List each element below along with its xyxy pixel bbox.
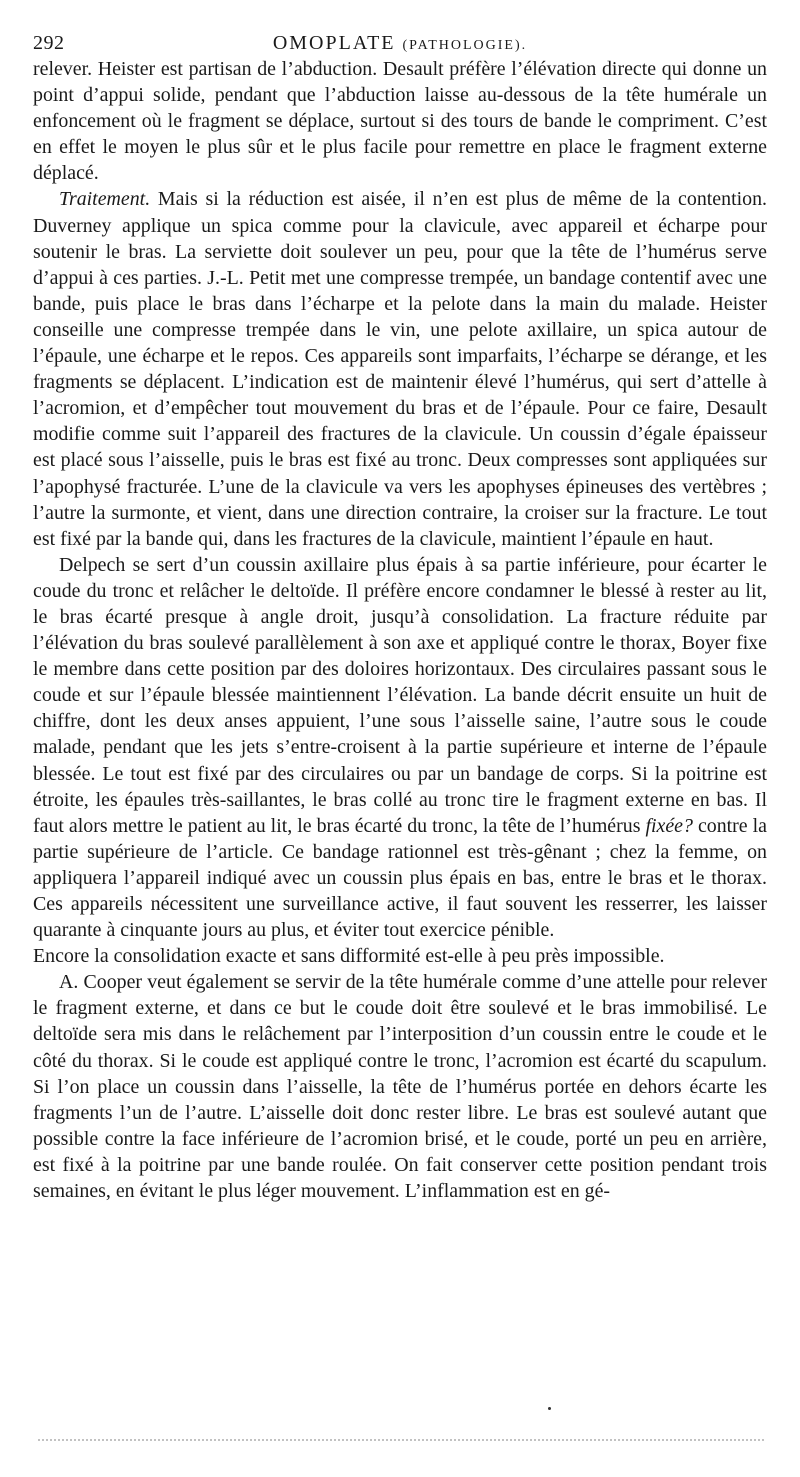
page-number: 292 [33,32,65,54]
section-heading-italic: Traitement. [59,188,151,211]
print-speck [548,1407,551,1410]
running-title-subtitle: (PATHOLOGIE). [402,38,528,53]
paragraph-3 [33,552,767,943]
body-text [33,56,767,1204]
paragraph-3-text-a: Delpech se sert d’un coussin axillaire plus épais à sa partie inférieure, pour écarter le coude du tronc et relâcher le deltoïde. Il préfère encore condamner le blessé à rester au lit, le bras écarté presque à angle droit, jusqu’à consolidation. La fracture réduite par l’élévation du bras soulevé parallèlement à son axe et appliqué contre le thorax, Boyer fixe le membre dans cette position par des doloires horizontaux. Des circulaires passant sous le coude et sur l’épaule blessée maintiennent l’élévation. La bande décrit ensuite un huit de chiffre, dont les deux anses appuient, l’une sous l’aisselle saine, l’autre sous le coude malade, pendant que les jets s’entre-croisent à la partie supérieure et interne de l’épaule blessée. Le tout est fixé par des circulaires ou par un bandage de corps. Si la poitrine est étroite, les épaules très-saillantes, le bras collé au tronc tire le fragment externe en bas. Il faut alors mettre le patient au lit, le bras écarté du tronc, la tête de l’humérus [33,553,767,837]
book-page [33,24,767,1204]
paragraph-5: A. Cooper veut également se servir de la tête humérale comme d’une attelle pour relever le fragment externe, et dans ce but le coude doit être soulevé et le bras immobilisé. Le deltoïde sera mis dans le relâchement par l’interposition d’un coussin entre le coude et le côté du thorax. Si le coude est appliqué contre le tronc, l’acromion est écarté du scapulum. Si l’on place un coussin dans l’aisselle, la tête de l’humérus portée en dehors écarte les fragments l’un de l’autre. L’aisselle doit donc rester libre. Le bras est soulevé autant que possible contre la face inférieure de l’acromion brisé, et le coude, porté un peu en arrière, est fixé à la poitrine par une bande roulée. On fait conserver cette position pendant trois semaines, en évitant le plus léger mouvement. L’inflammation est en gé- [33,971,767,1203]
bottom-bleed-through [38,1439,764,1441]
paragraph-3-text-b: contre la partie supérieure de l’article. Ce bandage rationnel est très-gênant ; chez la femme, on appliquera l’appareil indiqué avec un coussin plus épais en bas, entre le bras et le thorax. Ces appareils nécessitent une surveillance active, il faut souvent les resserrer, les laisser quarante à cinquante jours au plus, et éviter tout exercice pénible. [33,814,767,942]
paragraph-3-italic: fixée? [645,814,693,837]
paragraph-2 [33,186,767,551]
running-header [33,24,767,54]
paragraph-2-text: Mais si la réduction est aisée, il n’en est plus de même de la contention. Duverney applique un spica comme pour la clavicule, avec appareil et écharpe pour soutenir le bras. La serviette doit soulever un peu, pour que la tête de l’humérus serve d’appui à ces parties. J.-L. Petit met une compresse trempée, un bandage contentif avec une bande, puis place le bras dans l’écharpe et la pelote dans la main du malade. Heister conseille une compresse trempée dans le vin, une pelote axillaire, un spica autour de l’épaule, une écharpe et le repos. Ces appareils sont imparfaits, l’écharpe se dérange, et les fragments se déplacent. L’indication est de maintenir élevé l’humérus, qui sert d’attelle à l’acromion, et d’empêcher tout mouvement du bras et de l’épaule. Pour ce faire, Desault modifie comme suit l’appareil des fractures de la clavicule. Un coussin d’égale épaisseur est placé sous l’aisselle, puis le bras est fixé au tronc. Deux compresses sont appliquées sur l’apophysé fracturée. L’une de la clavicule va vers les apophyses épineuses des vertèbres ; l’autre la surmonte, et vient, dans une direction contraire, la croiser sur la fracture. Le tout est fixé par la bande qui, dans les fractures de la clavicule, maintient l’épaule en haut. [33,188,767,550]
running-title [33,32,767,55]
paragraph-4: Encore la consolidation exacte et sans difformité est-elle à peu près impossible. [33,945,665,968]
running-title-main: OMOPLATE [272,32,396,54]
paragraph-1: relever. Heister est partisan de l’abduction. Desault préfère l’élévation directe qui donne un point d’appui solide, pendant que l’abduction laisse au-dessous de la tête humérale un enfoncement où le fragment se déplace, surtout si des tours de bande le compriment. C’est en effet le moyen le plus sûr et le plus facile pour remettre en place le fragment externe déplacé. [33,58,767,185]
